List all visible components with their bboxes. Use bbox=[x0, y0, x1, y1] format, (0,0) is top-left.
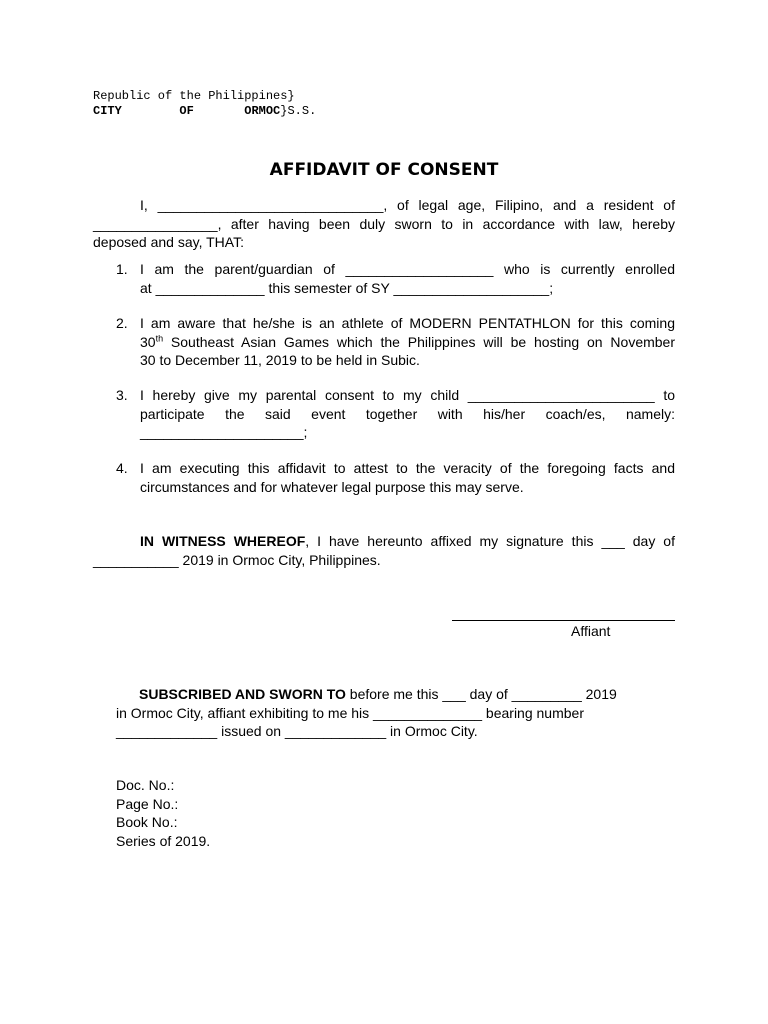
page-no: Page No.: bbox=[116, 795, 179, 812]
item-1-line-2: at ______________ this semester of SY ____________________; bbox=[140, 279, 554, 296]
document-title: AFFIDAVIT OF CONSENT bbox=[269, 160, 499, 180]
series: Series of 2019. bbox=[116, 832, 211, 849]
intro-line-1: I, _____________________________, of legal age, Filipino, and a resident of bbox=[140, 197, 675, 213]
jurat-heading: SUBSCRIBED AND SWORN TO bbox=[139, 686, 346, 702]
jurat-paragraph bbox=[116, 685, 675, 741]
item-2-line-1: I am aware that he/she is an athlete of MODERN PENTATHLON for this coming bbox=[140, 315, 675, 331]
item-number: 2. bbox=[116, 315, 128, 331]
intro-paragraph bbox=[93, 196, 675, 252]
jurat-line-3: _____________ issued on _____________ in Ormoc City. bbox=[116, 723, 478, 739]
header-republic: Republic of the Philippines} bbox=[93, 89, 295, 103]
notarial-block bbox=[116, 776, 210, 850]
item-2-line-2 bbox=[140, 333, 675, 352]
item-4-line-2: circumstances and for whatever legal purpose this may serve. bbox=[140, 478, 524, 495]
ordinal-number: 30 bbox=[140, 333, 156, 350]
item-3-line-1: I hereby give my parental consent to my child ________________________ to bbox=[140, 387, 675, 403]
jurat-line-2: in Ormoc City, affiant exhibiting to me his ______________ bearing number bbox=[116, 704, 584, 721]
header-ss: }S.S. bbox=[280, 104, 317, 118]
witness-line-1-text: , I have hereunto affixed my signature this ___ day of bbox=[305, 533, 675, 549]
item-number: 1. bbox=[116, 261, 128, 277]
jurat-line-1-text: before me this ___ day of _________ 2019 bbox=[345, 686, 617, 702]
header-of-label: OF bbox=[179, 104, 194, 118]
jurat-line-1 bbox=[116, 685, 675, 704]
intro-line-2: ________________, after having been duly sworn to in accordance with law, hereby bbox=[93, 215, 675, 232]
witness-line-2: ___________ 2019 in Ormoc City, Philippines. bbox=[93, 551, 381, 568]
item-number: 4. bbox=[116, 460, 128, 476]
item-4-line-1: I am executing this affidavit to attest to the veracity of the foregoing facts and bbox=[140, 460, 675, 476]
item-3-line-3: _____________________; bbox=[140, 424, 308, 440]
item-2-line-2-text: Southeast Asian Games which the Philippines will be hosting on November bbox=[163, 333, 675, 350]
header-city-line bbox=[93, 104, 316, 118]
list-item-4 bbox=[116, 459, 675, 496]
item-1-line-1: I am the parent/guardian of ___________________ who is currently enrolled bbox=[140, 261, 675, 277]
header-city-name: ORMOC bbox=[244, 104, 281, 118]
list-item-2 bbox=[116, 314, 675, 370]
affiant-label: Affiant bbox=[571, 623, 611, 639]
witness-line-1 bbox=[93, 532, 675, 551]
intro-line-3: deposed and say, THAT: bbox=[93, 234, 244, 250]
list-item-1 bbox=[116, 260, 675, 297]
signature-line bbox=[452, 620, 675, 621]
list-item-3 bbox=[116, 386, 675, 442]
witness-heading: IN WITNESS WHEREOF bbox=[140, 533, 306, 549]
witness-paragraph bbox=[93, 532, 675, 569]
ordinal-suffix: th bbox=[155, 332, 164, 343]
book-no: Book No.: bbox=[116, 814, 178, 830]
item-2-line-3: 30 to December 11, 2019 to be held in Subic. bbox=[140, 352, 420, 368]
item-3-line-2: participate the said event together with his/her coach/es, namely: bbox=[140, 405, 675, 422]
item-number: 3. bbox=[116, 387, 128, 403]
header-city-label: CITY bbox=[93, 104, 122, 118]
doc-no: Doc. No.: bbox=[116, 777, 175, 793]
